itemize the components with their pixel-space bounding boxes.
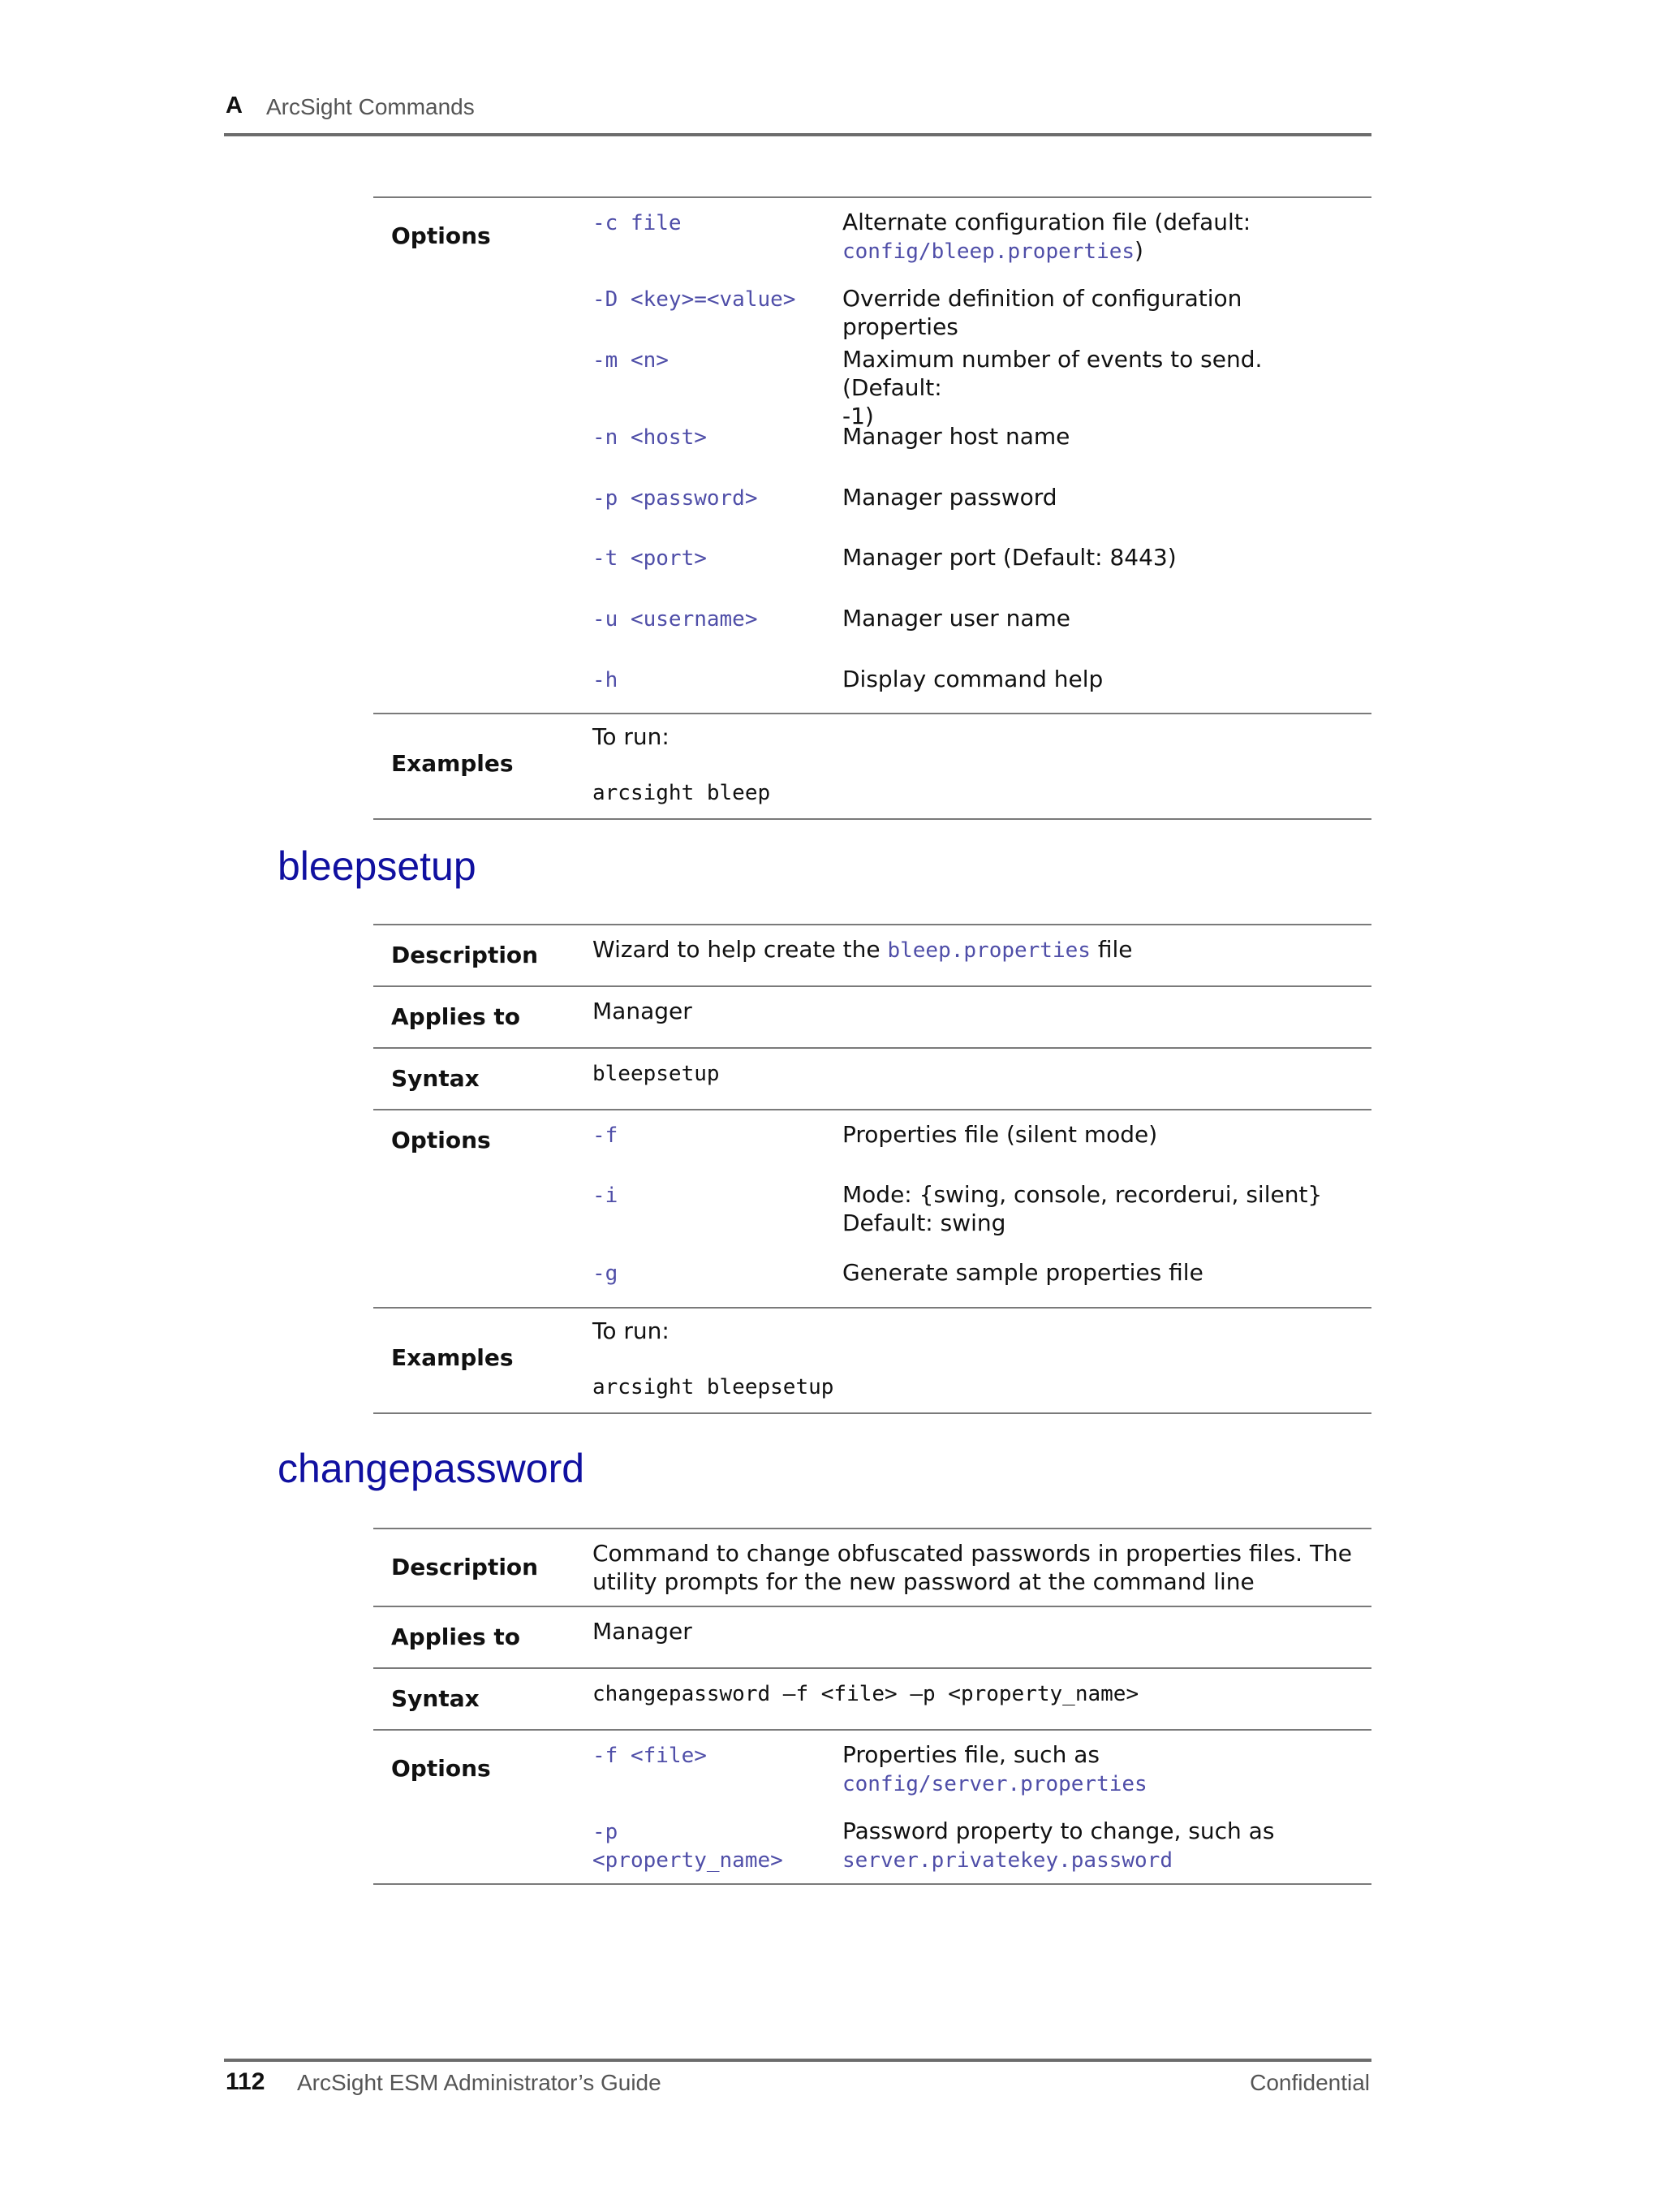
syntax-value: bleepsetup — [592, 1062, 720, 1086]
option-description: Manager user name — [842, 605, 1071, 632]
section-title-bleepsetup: bleepsetup — [278, 843, 476, 889]
bleep-command-table — [373, 196, 1371, 820]
section-title-changepassword: changepassword — [278, 1446, 585, 1491]
applies-to-value: Manager — [592, 1618, 692, 1645]
applies-to-label: Applies to — [391, 1623, 520, 1650]
syntax-row — [373, 1667, 1371, 1729]
options-label: Options — [391, 1127, 491, 1153]
option-flag: -g — [592, 1261, 618, 1286]
option-flag: -n <host> — [592, 425, 707, 450]
guide-title: ArcSight ESM Administrator’s Guide — [297, 2070, 661, 2095]
examples-row — [373, 713, 1371, 820]
option-description: Manager port (Default: 8443) — [842, 544, 1177, 571]
syntax-value: changepassword –f <file> –p <property_name> — [592, 1682, 1139, 1706]
example-code: arcsight bleepsetup — [592, 1375, 834, 1399]
options-label: Options — [391, 222, 491, 249]
examples-intro: To run: — [592, 723, 670, 750]
option-flag: -c file — [592, 211, 682, 235]
applies-to-row — [373, 985, 1371, 1047]
options-label: Options — [391, 1755, 491, 1782]
option-description: Manager host name — [842, 423, 1070, 450]
option-description: Maximum number of events to send. (Default: -1) — [842, 346, 1263, 429]
option-flag: -p <password> — [592, 486, 758, 511]
option-flag: -m <n> — [592, 348, 669, 373]
running-footer — [224, 2059, 1371, 2098]
applies-to-row — [373, 1606, 1371, 1667]
option-flag: -f — [592, 1123, 618, 1148]
examples-label: Examples — [391, 750, 514, 777]
description-row — [373, 924, 1371, 985]
bleepsetup-command-table — [373, 924, 1371, 1414]
option-description: Properties file, such as config/server.properties — [842, 1741, 1147, 1796]
option-flag: -p <property_name> — [592, 1820, 783, 1873]
options-row — [373, 1729, 1371, 1885]
syntax-label: Syntax — [391, 1685, 480, 1712]
changepassword-command-table — [373, 1528, 1371, 1885]
applies-to-value: Manager — [592, 998, 692, 1024]
option-description: Display command help — [842, 666, 1104, 692]
option-description: Generate sample properties file — [842, 1259, 1203, 1286]
description-value: Wizard to help create the bleep.properties file — [592, 936, 1133, 963]
option-flag: -f <file> — [592, 1744, 707, 1768]
page-number: 112 — [226, 2068, 265, 2095]
running-header — [224, 93, 1371, 136]
description-value: Command to change obfuscated passwords in properties files. The utility prompts for the new password at the command line — [592, 1540, 1353, 1595]
option-flag: -i — [592, 1184, 618, 1208]
options-row — [373, 196, 1371, 713]
applies-to-label: Applies to — [391, 1003, 520, 1030]
option-description: Manager password — [842, 484, 1057, 511]
option-description: Password property to change, such as server.privatekey.password — [842, 1817, 1275, 1873]
options-row — [373, 1109, 1371, 1307]
option-description: Alternate configuration file (default: config/bleep.properties) — [842, 209, 1251, 264]
description-label: Description — [391, 942, 539, 968]
appendix-letter: A — [226, 93, 243, 119]
syntax-label: Syntax — [391, 1065, 480, 1092]
syntax-row — [373, 1047, 1371, 1109]
description-label: Description — [391, 1554, 539, 1580]
option-flag: -h — [592, 668, 618, 692]
option-flag: -D <key>=<value> — [592, 287, 796, 312]
confidential-label: Confidential — [1250, 2070, 1370, 2095]
option-description: Properties file (silent mode) — [842, 1121, 1158, 1148]
option-flag: -u <username> — [592, 607, 758, 632]
appendix-title: ArcSight Commands — [266, 94, 475, 119]
description-row — [373, 1528, 1371, 1606]
examples-row — [373, 1307, 1371, 1414]
example-code: arcsight bleep — [592, 781, 771, 805]
option-description: Override definition of configuration properties — [842, 285, 1242, 340]
option-description: Mode: {swing, console, recorderui, silent} Default: swing — [842, 1181, 1323, 1236]
examples-intro: To run: — [592, 1317, 670, 1344]
option-flag: -t <port> — [592, 546, 707, 571]
examples-label: Examples — [391, 1344, 514, 1371]
